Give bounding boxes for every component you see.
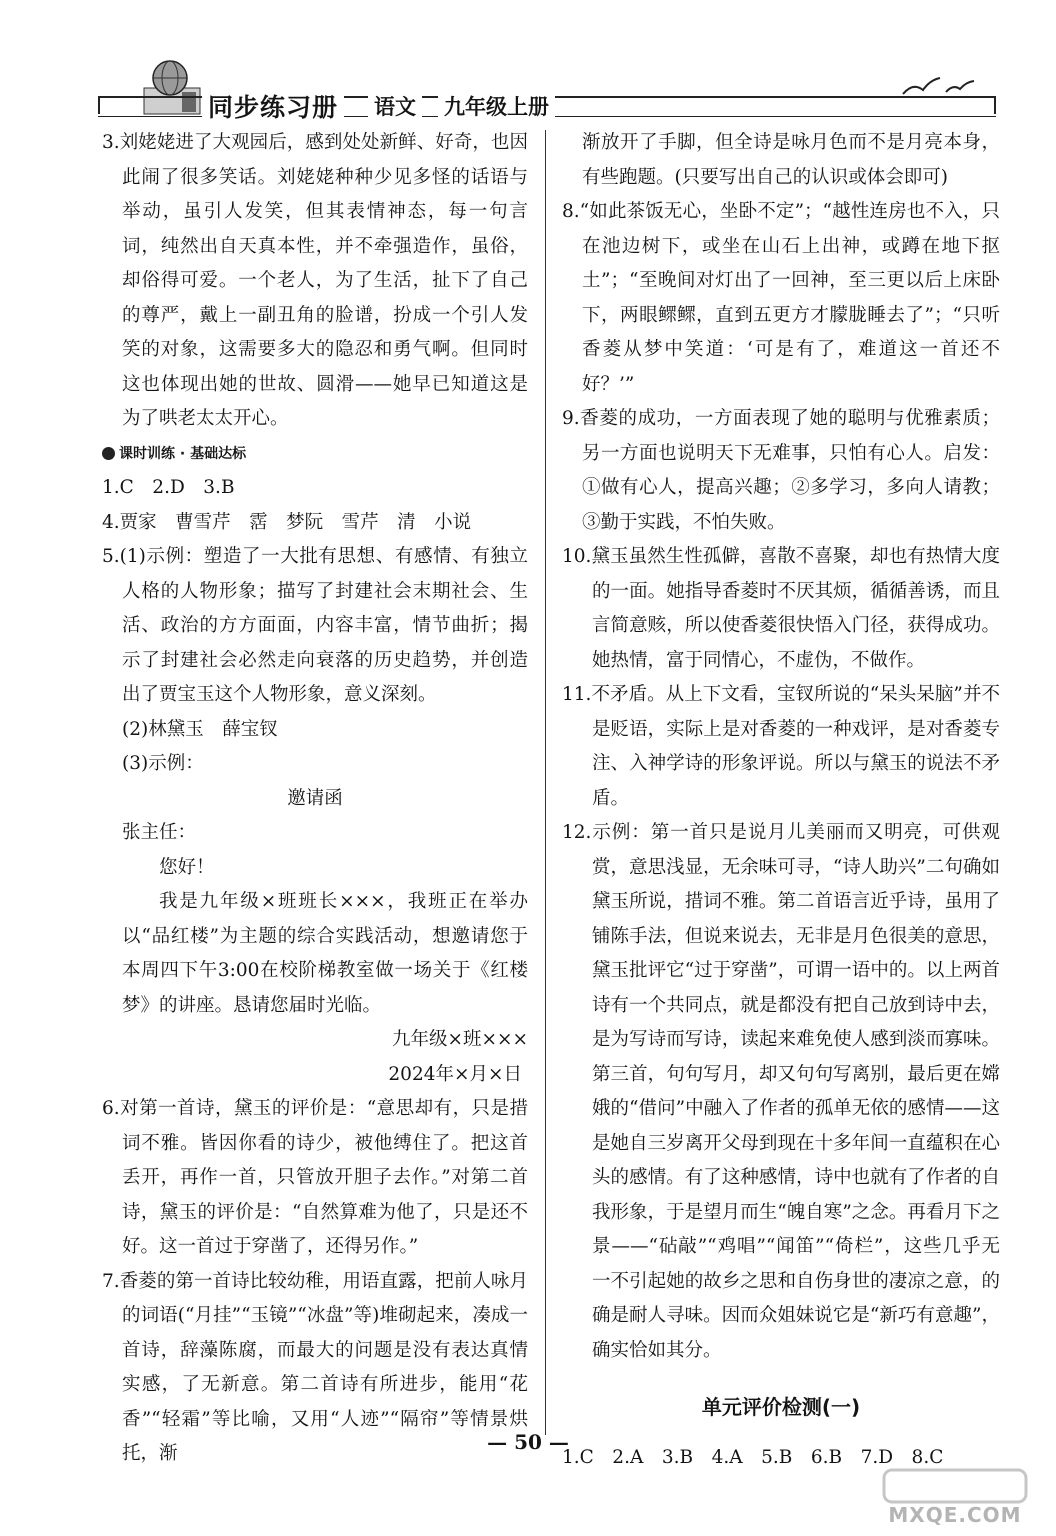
- answer-q9: 9.香菱的成功，一方面表现了她的聪明与优雅素质；另一方面也说明天下无难事，只怕有心人。启发：①做有心人，提高兴趣；②多学习，多向人请教；③勤于实践，不怕失败。: [562, 408, 1000, 533]
- answer-a4: 4.贾家 曹雪芹 霑 梦阮 雪芹 清 小说: [102, 511, 472, 533]
- answer-q7-continued: 渐放开了手脚，但全诗是咏月色而不是月亮本身，有些跑题。(只要写出自己的认识或体会即可): [582, 132, 1000, 188]
- letter-date: 2024年×月×日: [388, 1063, 522, 1085]
- answer-a5-3: (3)示例：: [122, 753, 204, 774]
- letter-greeting: 您好！: [159, 856, 215, 878]
- header-bracket-left: [98, 98, 110, 114]
- section-label-text: 课时训练 · 基础达标: [119, 445, 247, 462]
- section-label: [102, 437, 528, 472]
- answer-q6: 6.对第一首诗，黛玉的评价是：“意思却有，只是措词不雅。皆因你看的诗少，被他缚住了。把这首丢开，再作一首，只管放开胆子去作。”对第二首诗，黛玉的评价是：“自然算难为他了，只是还不好。这一首过于穿凿了，还得另作。”: [102, 1098, 528, 1257]
- right-column: [562, 126, 1000, 1475]
- watermark-text: MXQE.COM: [888, 1503, 1022, 1527]
- birds-icon: [898, 72, 988, 102]
- answer-q11: 11.不矛盾。从上下文看，宝钗所说的“呆头呆脑”并不是贬语，实际上是对香菱的一种戏评，是对香菱专注、入神学诗的形象评说。所以与黛玉的说法不矛盾。: [562, 684, 1000, 809]
- answer-q12: 12.示例：第一首只是说月儿美丽而又明亮，可供观赏，意思浅显，无余味可寻，“诗人助兴”二句确如黛玉所说，措词不雅。第二首语言近乎诗，虽用了铺陈手法，但说来说去，无非是月色很美的意思，黛玉批评它“过于穿凿”，可谓一语中的。以上两首诗有一个共同点，就是都没有把自己放到诗中去，是为写诗而写诗，读起来难免使人感到淡而寡味。第三首，句句写月，却又句句写离别，最后更在嫦娥的“借问”中融入了作者的孤单无依的感情——这是她自三岁离开父母到现在十多年间一直蕴积在心头的感情。有了这种感情，诗中也就有了作者的自我形象，于是望月而生“魄自寒”之念。再看月下之景——“砧敲”“鸡唱”“闻笛”“倚栏”，这些几乎无一不引起她的故乡之思和自伤身世的凄凉之意，的确是耐人寻味。因而众姐妹说它是“新巧有意趣”，确实恰如其分。: [562, 822, 1000, 1361]
- globe-logo-icon: [142, 58, 202, 116]
- answer-q7: 7.香菱的第一首诗比较幼稚，用语直露，把前人咏月的词语(“月挂”“玉镜”“冰盘”等)堆砌起来，凑成一首诗，辞藻陈腐，而最大的问题是没有表达真情实感，了无新意。第二首诗有所进步，能用“花香”“轻霜”等比喻，又用“人迹”“隔帘”等情景烘托，渐: [102, 1270, 528, 1464]
- answer-a1: 1.C 2.D 3.B: [102, 477, 235, 498]
- page-number: — 50 —: [487, 1430, 569, 1454]
- answer-q10: 10.黛玉虽然生性孤僻，喜散不喜聚，却也有热情大度的一面。她指导香菱时不厌其烦，循循善诱，而且言简意赅，所以使香菱很快悟入门径，获得成功。她热情，富于同情心，不虚伪，不做作。: [562, 546, 1000, 671]
- subject-label: 语文: [368, 91, 422, 121]
- unit-answers: 1.C 2.A 3.B 4.A 5.B 6.B 7.D 8.C: [562, 1446, 944, 1468]
- grade-label: 九年级上册: [438, 91, 555, 121]
- answer-a5-2: (2)林黛玉 薛宝钗: [122, 718, 278, 740]
- letter-title: 邀请函: [287, 787, 343, 809]
- unit-title: 单元评价检测(一): [701, 1395, 861, 1419]
- page-header: [98, 58, 996, 128]
- section-bullet-icon: [102, 447, 115, 460]
- answer-q8: 8.“如此茶饭无心，坐卧不定”；“越性连房也不入，只在池边树下，或坐在山石上出神，或蹲在地下抠土”；“至晚间对灯出了一回神，至三更以后上床卧下，两眼鳏鳏，直到五更方才朦胧睡去了”；“只听香菱从梦中笑道：‘可是有了，难道这一首还不好？’”: [562, 201, 1000, 395]
- column-divider: [545, 130, 546, 1435]
- book-title: 同步练习册: [202, 88, 344, 124]
- letter-signature: 九年级×班×××: [391, 1029, 528, 1050]
- letter-recipient: 张主任：: [122, 822, 197, 843]
- letter-body: 我是九年级×班班长×××，我班正在举办以“品红楼”为主题的综合实践活动，想邀请您于本周四下午3:00在校阶梯教室做一场关于《红楼梦》的讲座。恳请您届时光临。: [122, 891, 528, 1016]
- watermark-logo: [880, 1466, 1030, 1528]
- left-column: [102, 126, 528, 1472]
- answer-q3: 3.刘姥姥进了大观园后，感到处处新鲜、好奇，也因此闹了很多笑话。刘姥姥种种少见多怪的话语与举动，虽引人发笑，但其表情神态，每一句言词，纯然出自天真本性，并不牵强造作，虽俗，却俗得可爱。一个老人，为了生活，扯下了自己的尊严，戴上一副丑角的脸谱，扮成一个引人发笑的对象，这需要多大的隐忍和勇气啊。但同时这也体现出她的世故、圆滑——她早已知道这是为了哄老太太开心。: [102, 132, 528, 429]
- answer-a5-1: 5.(1)示例：塑造了一大批有思想、有感情、有独立人格的人物形象；描写了封建社会末期社会、生活、政治的方方面面，内容丰富，情节曲折；揭示了封建社会必然走向衰落的历史趋势，并创造出了贾宝玉这个人物形象，意义深刻。: [102, 546, 528, 705]
